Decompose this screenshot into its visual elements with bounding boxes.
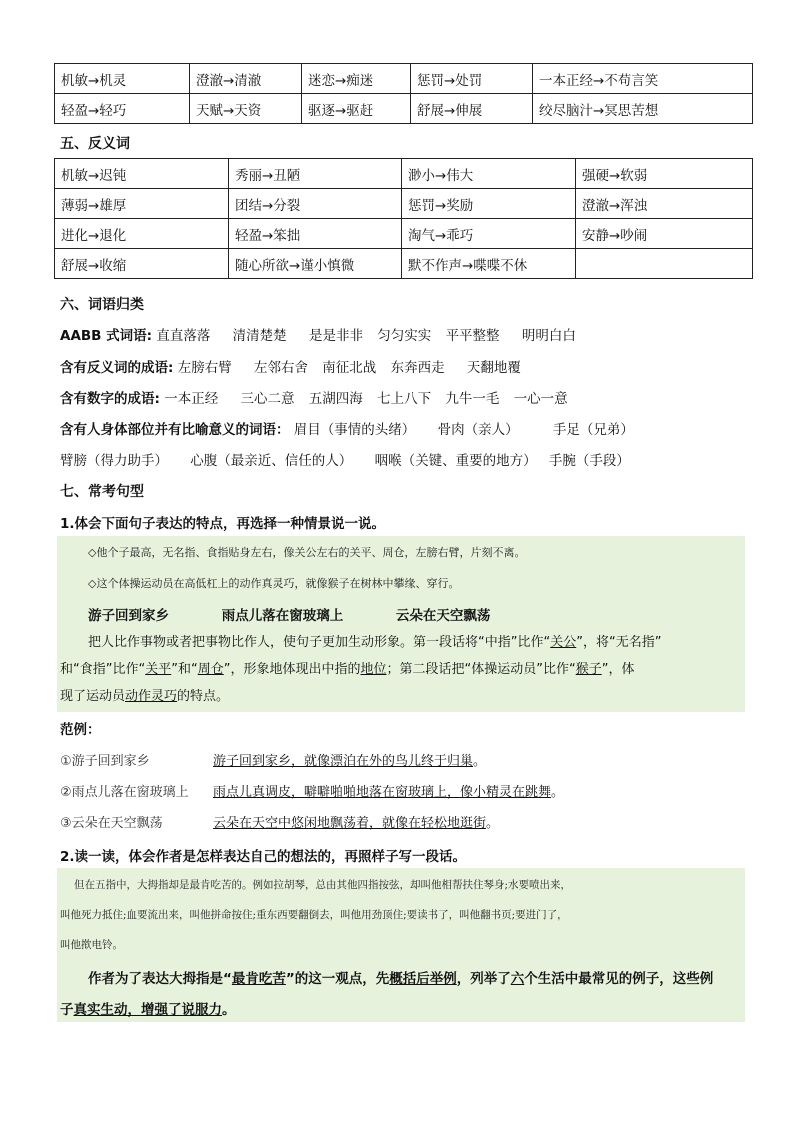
sentences-heading: 七、常考句型: [60, 484, 144, 500]
word: 东奔西走: [390, 360, 445, 376]
word: 五湖四海: [308, 391, 363, 407]
q2-passage-line-2: 叫他死力抵住;血要流出来，叫他拼命按住;重东西要翻倒去，叫他用劲顶住;要读书了，叫他翻书页;要进门了，: [60, 909, 568, 921]
table-row: [55, 219, 753, 249]
table-row: [55, 64, 753, 94]
text: 和“食指”比作“: [60, 662, 146, 677]
word: 平平整整: [445, 328, 500, 344]
punct: 。: [486, 816, 500, 831]
word: 手足（兄弟）: [552, 422, 634, 438]
word: 手腕（手段）: [548, 453, 630, 469]
text: 。: [222, 1002, 236, 1018]
table-cell: 机敏→机灵: [55, 64, 190, 94]
text: 把人比作事物或者把事物比作人，使句子更加生动形象。第一段话将“中指”比作“: [88, 635, 551, 650]
table-cell: 默不作声→喋喋不休: [402, 249, 576, 279]
table-cell: 惩罚→处罚: [411, 64, 533, 94]
text: ”，体: [601, 662, 635, 677]
table-cell: 安静→吵闹: [576, 219, 753, 249]
classify-heading: 六、词语归类: [60, 297, 144, 313]
word: 清清楚楚: [232, 328, 287, 344]
word: 一心一意: [513, 391, 568, 407]
word: 九牛一毛: [445, 391, 500, 407]
word: 明明白白: [521, 328, 576, 344]
answer-blank: 动作灵巧: [125, 689, 178, 704]
body-word-line-2: [60, 449, 630, 469]
table-cell: 淘气→乖巧: [402, 219, 576, 249]
word: 天翻地覆: [466, 360, 521, 376]
topic: 游子回到家乡: [88, 608, 169, 624]
word: 直直落落: [156, 328, 211, 344]
q1-answer-line-2: [60, 658, 634, 677]
example-sentence-2: ◇这个体操运动员在高低杠上的动作真灵巧，就像猴子在树林中攀缘、穿行。: [88, 577, 460, 590]
table-cell: 驱逐→驱赶: [302, 94, 411, 124]
example-label: ①游子回到家乡: [60, 754, 150, 769]
answer-blank: 真实生动，增强了说服力: [73, 1002, 222, 1018]
answer-blank: 概括后举例: [389, 971, 457, 987]
word: 臂膀（得力助手）: [60, 453, 168, 469]
synonym-table: [54, 63, 753, 124]
table-row: [55, 94, 753, 124]
punct: 。: [551, 785, 565, 800]
text: 个生活中最常见的例子，这些例: [524, 971, 714, 987]
answer-blank: 猴子: [575, 662, 602, 677]
table-cell: 进化→退化: [55, 219, 229, 249]
aabb-line: [60, 324, 576, 344]
text: ”，形象地体现出中指的: [223, 662, 361, 677]
example-row: [60, 781, 564, 800]
table-cell: 绞尽脑汁→冥思苦想: [533, 94, 753, 124]
table-cell: 轻盈→笨拙: [229, 219, 402, 249]
table-cell: 澄澈→浑浊: [576, 189, 753, 219]
word: 是是非非: [308, 328, 363, 344]
word: 眉目（事情的头绪）: [293, 422, 416, 438]
text: ；第二段话把“体操运动员”比作“: [386, 662, 576, 677]
word: 七上八下: [377, 391, 432, 407]
table-cell: 舒展→伸展: [411, 94, 533, 124]
table-cell: 轻盈→轻巧: [55, 94, 190, 124]
q1-topics: [88, 604, 490, 624]
antonym-idiom-line: [60, 356, 521, 376]
example-heading: 范例：: [60, 722, 101, 738]
text: ，列举了: [456, 971, 511, 987]
example-label: ③云朵在天空飘荡: [60, 816, 163, 831]
example-answer: 云朵在天空中悠闲地飘荡着，就像在轻松地逛街: [213, 816, 487, 831]
word: 咽喉（关键、重要的地方）: [374, 453, 537, 469]
text: 子: [60, 1002, 74, 1018]
table-cell: 天赋→天资: [190, 94, 302, 124]
table-cell: 舒展→收缩: [55, 249, 229, 279]
answer-blank: 最肯吃苦: [231, 971, 286, 987]
text: ”，将“无名指”: [576, 635, 662, 650]
text: 作者为了表达大拇指是“: [88, 971, 232, 987]
word: 三心二意: [240, 391, 295, 407]
answer-blank: 六: [510, 971, 525, 987]
answer-blank: 周仓: [197, 662, 224, 677]
table-cell: 薄弱→雄厚: [55, 189, 229, 219]
table-cell: 机敏→迟钝: [55, 159, 229, 189]
q2-passage-line-3: 叫他揿电铃。: [60, 939, 123, 951]
word: 一本正经: [164, 391, 219, 407]
aabb-label: AABB 式词语:: [60, 328, 153, 344]
table-row: [55, 249, 753, 279]
example-sentence-1: ◇他个子最高，无名指、食指贴身左右，像关公左右的关平、周仓，左膀右臂，片刻不离。: [88, 546, 526, 559]
example-row: [60, 750, 486, 769]
table-cell: 澄澈→清澈: [190, 64, 302, 94]
body-word-label: 含有人身体部位并有比喻意义的词语：: [60, 422, 290, 438]
text: ”和“: [171, 662, 198, 677]
example-answer: 游子回到家乡，就像漂泊在外的鸟儿终于归巢: [213, 754, 474, 769]
text: 的特点。: [177, 689, 230, 704]
q2-answer-line-2: [60, 998, 236, 1018]
q1-answer-line-1: [88, 631, 661, 650]
answer-blank: 关平: [145, 662, 172, 677]
answer-blank: 地位: [360, 662, 387, 677]
table-cell: [576, 249, 753, 279]
example-answer: 雨点儿真调皮，噼噼啪啪地落在窗玻璃上，像小精灵在跳舞: [213, 785, 552, 800]
table-cell: 渺小→伟大: [402, 159, 576, 189]
table-row: [55, 159, 753, 189]
text: 现了运动员: [60, 689, 126, 704]
word: 左膀右臂: [177, 360, 232, 376]
q2-passage-line-1: 但在五指中，大拇指却是最肯吃苦的。例如拉胡琴，总由其他四指按弦，却叫他相帮扶住琴身;水要喷出来，: [74, 879, 572, 891]
punct: 。: [473, 754, 487, 769]
example-label: ②雨点儿落在窗玻璃上: [60, 785, 189, 800]
word: 南征北战: [322, 360, 377, 376]
antonyms-heading: 五、反义词: [60, 136, 130, 152]
number-idiom-label: 含有数字的成语:: [60, 391, 160, 407]
topic: 云朵在天空飘荡: [395, 608, 491, 624]
q1-answer-line-3: [60, 685, 229, 704]
word: 左邻右舍: [254, 360, 308, 376]
word: 心腹（最亲近、信任的人）: [190, 453, 353, 469]
table-row: [55, 189, 753, 219]
antonym-table: [54, 158, 753, 279]
q2-answer-line-1: [88, 967, 713, 987]
answer-blank: 关公: [550, 635, 577, 650]
number-idiom-line: [60, 387, 568, 407]
text: ”的这一观点，先: [285, 971, 390, 987]
example-row: [60, 812, 499, 831]
table-cell: 强硬→软弱: [576, 159, 753, 189]
body-word-line: [60, 418, 634, 438]
table-cell: 迷恋→痴迷: [302, 64, 411, 94]
table-cell: 惩罚→奖励: [402, 189, 576, 219]
word: 匀匀实实: [377, 328, 432, 344]
question-1: 1.体会下面句子表达的特点，再选择一种情景说一说。: [60, 516, 386, 532]
question-2: 2.读一读，体会作者是怎样表达自己的想法的，再照样子写一段话。: [60, 849, 467, 865]
word: 骨肉（亲人）: [437, 422, 519, 438]
table-cell: 团结→分裂: [229, 189, 402, 219]
table-cell: 随心所欲→谨小慎微: [229, 249, 402, 279]
antonym-idiom-label: 含有反义词的成语:: [60, 360, 174, 376]
topic: 雨点儿落在窗玻璃上: [221, 608, 344, 624]
table-cell: 秀丽→丑陋: [229, 159, 402, 189]
table-cell: 一本正经→不苟言笑: [533, 64, 753, 94]
